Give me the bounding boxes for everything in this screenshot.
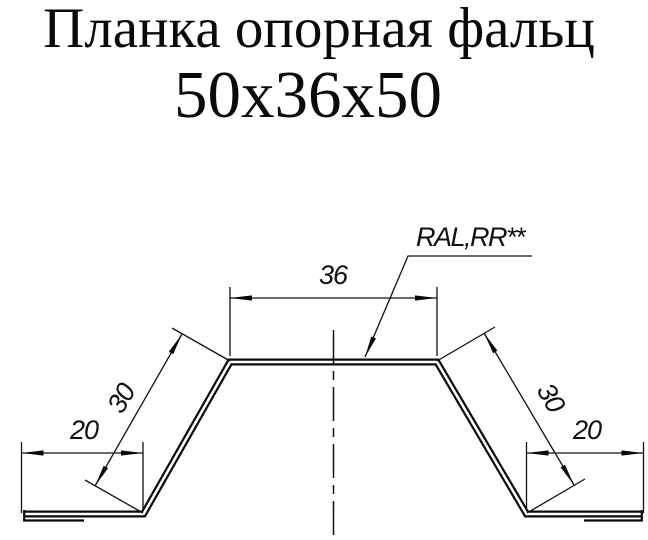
dim-label-left-side: 30	[101, 378, 142, 419]
arrowhead-right-icon	[622, 450, 644, 455]
leader-arrowhead-icon	[365, 337, 376, 358]
arrowhead-top-icon	[484, 333, 497, 353]
arrowhead-left-icon	[527, 450, 549, 455]
dimension-right-flange	[527, 415, 644, 513]
dim-label-left-flange: 20	[69, 415, 99, 445]
dim-label-right-flange: 20	[572, 415, 602, 445]
leader-line	[365, 256, 532, 357]
arrowhead-left-icon	[22, 450, 44, 455]
arrowhead-right-icon	[415, 295, 437, 300]
coating-callout	[365, 222, 532, 357]
arrowhead-right-icon	[121, 450, 143, 455]
extension-line-top	[172, 328, 230, 361]
coating-label: RAL,RR**	[416, 222, 525, 252]
dimension-left-flange	[22, 415, 144, 513]
arrowhead-left-icon	[230, 295, 252, 300]
page-title-line-2: 50x36x50	[174, 58, 442, 132]
dim-label-right-side: 30	[530, 377, 571, 418]
extension-line-top	[437, 327, 495, 361]
arrowhead-bottom-icon	[95, 466, 108, 486]
arrowhead-bottom-icon	[561, 465, 574, 485]
extension-line-bottom	[527, 479, 585, 513]
arrowhead-top-icon	[169, 334, 182, 354]
page-title-line-1: Планка опорная фальц	[43, 0, 595, 60]
extension-line-bottom	[85, 480, 143, 513]
dim-label-top-width: 36	[318, 260, 348, 290]
